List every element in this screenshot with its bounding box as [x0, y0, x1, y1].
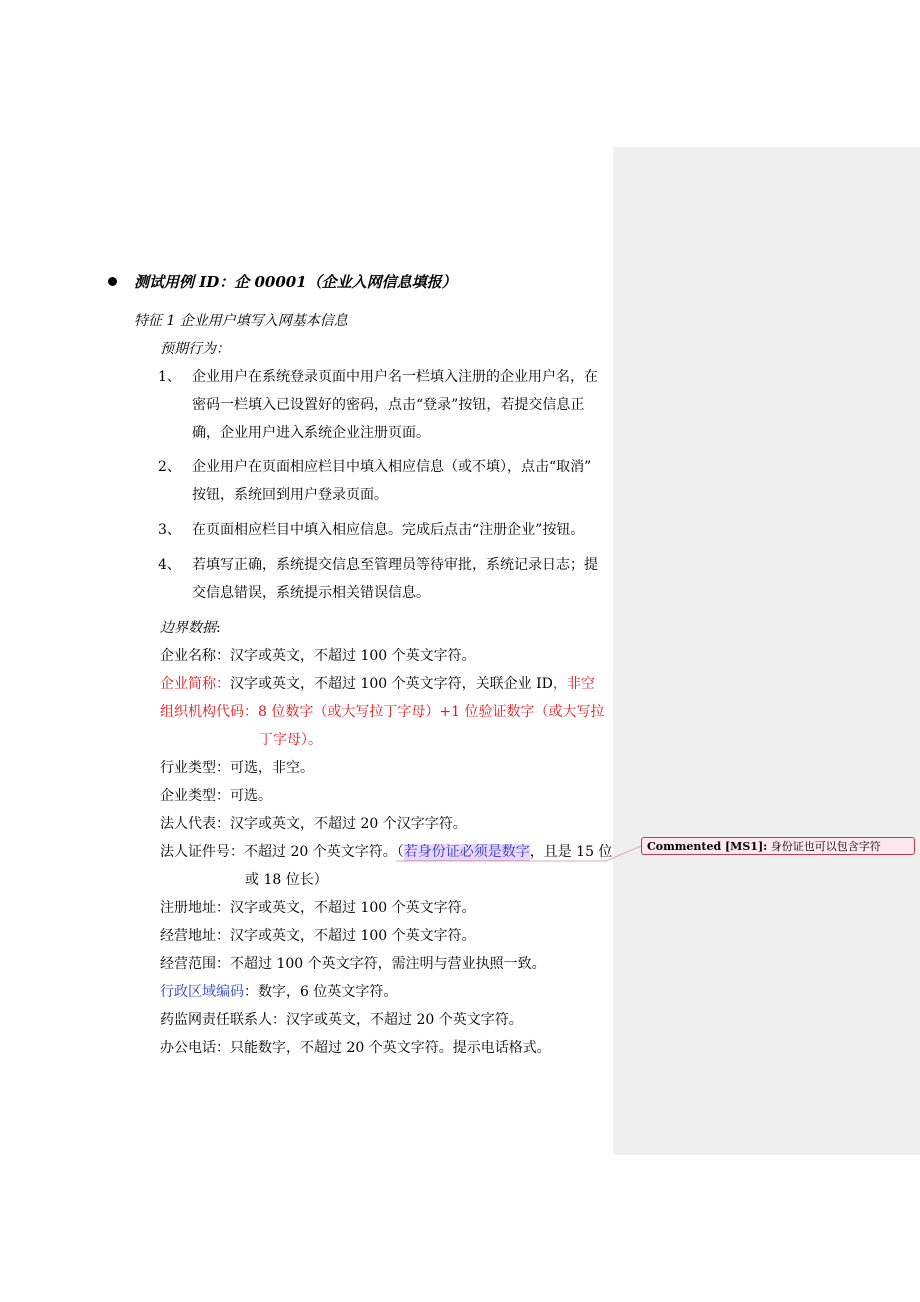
field-legal-id-cont: 或 18 位长） — [245, 872, 328, 888]
expected-behavior-label: 预期行为： — [160, 341, 230, 357]
region-code-text: ：数字，6 位英文字符。 — [244, 984, 398, 1000]
item-number: 2、 — [158, 459, 181, 475]
field-biz-address: 经营地址：汉字或英文，不超过 100 个英文字符。 — [160, 928, 476, 944]
feature-title: 特征 1 企业用户填写入网基本信息 — [134, 313, 348, 329]
region-code-label: 行政区域编码 — [160, 984, 244, 1000]
field-phone: 办公电话：只能数字，不超过 20 个英文字符。提示电话格式。 — [160, 1040, 551, 1056]
field-org-code-cont: 丁字母）。 — [259, 732, 322, 748]
legal-id-text-after: ，且是 15 位 — [529, 844, 613, 860]
comment-pane — [613, 147, 920, 1155]
short-name-extra: ，非空 — [552, 676, 595, 692]
boundary-data-label — [160, 618, 221, 638]
field-legal-id — [160, 842, 612, 862]
field-reg-address: 注册地址：汉字或英文，不超过 100 个英文字符。 — [160, 900, 476, 916]
bullet-icon — [108, 277, 117, 286]
list-item-line: 按钮，系统回到用户登录页面。 — [192, 487, 388, 503]
list-item-line: 企业用户在页面相应栏目中填入相应信息（或不填），点击“取消” — [192, 459, 592, 475]
list-item-line: 确，企业用户进入系统企业注册页面。 — [192, 425, 430, 441]
list-item-line: 若填写正确，系统提交信息至管理员等待审批，系统记录日志；提 — [192, 557, 598, 573]
legal-id-text: 法人证件号：不超过 20 个英文字符。（ — [160, 844, 404, 860]
list-item-line: 交信息错误，系统提示相关错误信息。 — [192, 585, 430, 601]
item-number: 1、 — [158, 369, 181, 385]
field-company-name: 企业名称：汉字或英文，不超过 100 个英文字符。 — [160, 648, 476, 664]
field-contact: 药监网责任联系人：汉字或英文，不超过 20 个英文字符。 — [160, 1012, 523, 1028]
field-region-code — [160, 982, 397, 1002]
boundary-label-colon: : — [216, 620, 221, 636]
short-name-label: 企业简称： — [160, 676, 230, 692]
item-number: 3、 — [158, 522, 181, 538]
list-item-line: 密码一栏填入已设置好的密码，点击“登录”按钮，若提交信息正 — [192, 397, 585, 413]
test-case-heading — [108, 268, 457, 294]
field-company-type: 企业类型：可选。 — [160, 788, 272, 804]
field-industry: 行业类型：可选，非空。 — [160, 760, 314, 776]
comment-text: 身份证也可以包含字符 — [770, 840, 881, 853]
commented-text[interactable]: 若身份证必须是数字 — [403, 844, 530, 860]
comment-balloon[interactable] — [641, 837, 915, 855]
field-legal-rep: 法人代表：汉字或英文，不超过 20 个汉字字符。 — [160, 816, 467, 832]
list-item-line: 企业用户在系统登录页面中用户名一栏填入注册的企业用户名，在 — [192, 369, 598, 385]
item-number: 4、 — [158, 557, 181, 573]
short-name-text: 汉字或英文，不超过 100 个英文字符，关联企业 ID — [230, 676, 553, 692]
field-short-name — [160, 674, 595, 694]
list-item-line: 在页面相应栏目中填入相应信息。完成后点击“注册企业”按钮。 — [192, 522, 585, 538]
heading-text: 测试用例 ID：企 00001（企业入网信息填报） — [134, 272, 457, 291]
boundary-label-text: 边界数据 — [160, 620, 216, 636]
field-biz-scope: 经营范围：不超过 100 个英文字符，需注明与营业执照一致。 — [160, 956, 546, 972]
field-org-code: 组织机构代码：8 位数字（或大写拉丁字母）+1 位验证数字（或大写拉 — [160, 704, 605, 720]
comment-header: Commented [MS1]: — [647, 840, 768, 853]
